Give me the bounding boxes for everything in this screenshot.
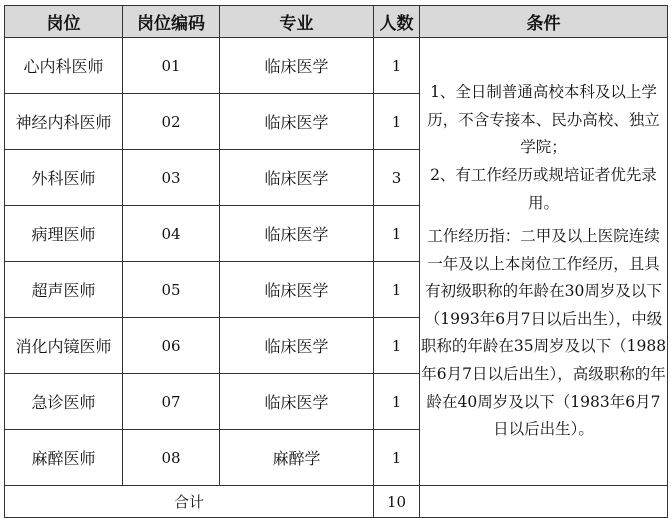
code-cell: 04	[123, 206, 220, 262]
code-cell: 06	[123, 318, 220, 374]
code-cell: 01	[123, 38, 220, 94]
code-cell: 03	[123, 150, 220, 206]
count-cell: 1	[374, 262, 420, 318]
header-position: 岗位	[5, 6, 123, 38]
condition-item-1: 1、全日制普通高校本科及以上学历，不含专接本、民办高校、独立学院；	[427, 83, 660, 157]
major-cell: 临床医学	[220, 206, 374, 262]
code-cell: 02	[123, 94, 220, 150]
total-count: 10	[374, 486, 420, 518]
count-cell: 1	[374, 374, 420, 430]
recruitment-table	[4, 5, 668, 518]
position-cell: 心内科医师	[5, 38, 123, 94]
count-cell: 3	[374, 150, 420, 206]
header-major: 专业	[220, 6, 374, 38]
major-cell: 麻醉学	[220, 430, 374, 486]
condition-note: 工作经历指：二甲及以上医院连续一年及以上本岗位工作经历，且具有初级职称的年龄在30周岁及以下（1993年6月7日以后出生），中级职称的年龄在35周岁及以下（1988年6月7日以后出生），高级职称的年龄在40周岁及以下（1983年6月7日以后出生）。	[420, 227, 667, 439]
count-cell: 1	[374, 318, 420, 374]
major-cell: 临床医学	[220, 94, 374, 150]
total-conditions-empty	[420, 486, 668, 518]
major-cell: 临床医学	[220, 150, 374, 206]
position-cell: 急诊医师	[5, 374, 123, 430]
position-cell: 消化内镜医师	[5, 318, 123, 374]
table-row	[5, 38, 668, 94]
code-cell: 07	[123, 374, 220, 430]
total-label: 合计	[5, 486, 374, 518]
major-cell: 临床医学	[220, 38, 374, 94]
code-cell: 05	[123, 262, 220, 318]
position-cell: 病理医师	[5, 206, 123, 262]
header-conditions: 条件	[420, 6, 668, 38]
count-cell: 1	[374, 206, 420, 262]
position-cell: 麻醉医师	[5, 430, 123, 486]
header-row	[5, 6, 668, 38]
header-count: 人数	[374, 6, 420, 38]
position-cell: 超声医师	[5, 262, 123, 318]
major-cell: 临床医学	[220, 318, 374, 374]
count-cell: 1	[374, 430, 420, 486]
conditions-cell	[420, 38, 668, 486]
total-row	[5, 486, 668, 518]
code-cell: 08	[123, 430, 220, 486]
count-cell: 1	[374, 38, 420, 94]
count-cell: 1	[374, 94, 420, 150]
header-code: 岗位编码	[123, 6, 220, 38]
position-cell: 神经内科医师	[5, 94, 123, 150]
position-cell: 外科医师	[5, 150, 123, 206]
condition-item-2: 2、有工作经历或规培证者优先录用。	[430, 165, 657, 212]
major-cell: 临床医学	[220, 374, 374, 430]
major-cell: 临床医学	[220, 262, 374, 318]
